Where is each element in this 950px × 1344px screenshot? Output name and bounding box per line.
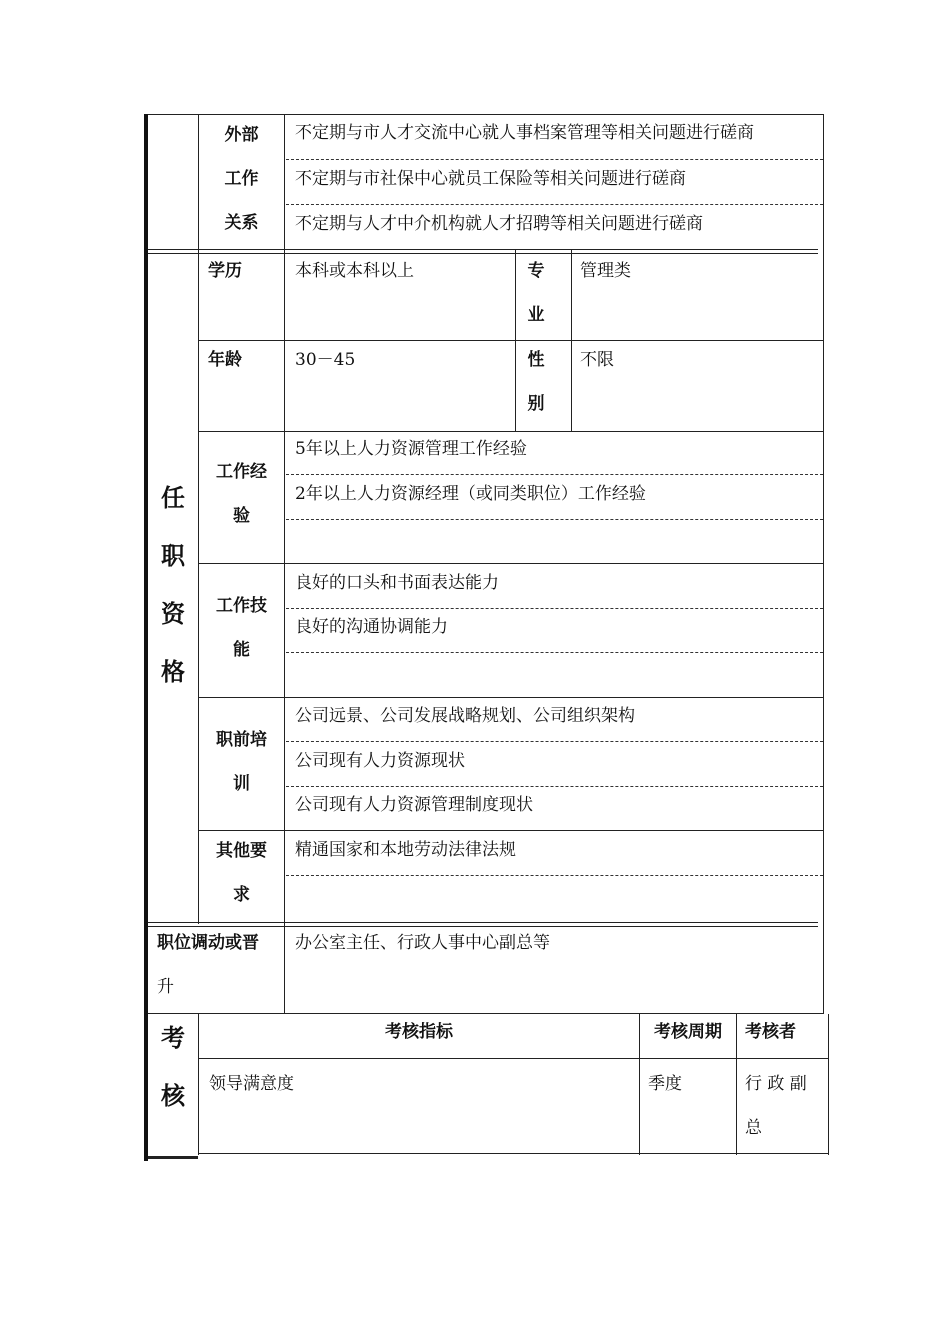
dashed-separator bbox=[286, 519, 823, 520]
dashed-separator bbox=[286, 875, 823, 876]
table-hline bbox=[148, 114, 824, 115]
dashed-separator bbox=[286, 786, 823, 787]
education-label: 学历 bbox=[208, 261, 242, 281]
dashed-separator bbox=[286, 652, 823, 653]
skills-label-line: 能 bbox=[233, 640, 250, 660]
table-vline bbox=[828, 1014, 829, 1155]
table-hline bbox=[198, 830, 823, 831]
skills-item: 良好的沟通协调能力 bbox=[295, 617, 448, 637]
other-label-line: 其他要 bbox=[216, 841, 267, 861]
assessment-assessor-line: 总 bbox=[745, 1118, 762, 1138]
table-hline bbox=[198, 563, 823, 564]
skills-label-line: 工作技 bbox=[216, 596, 267, 616]
education-value: 本科或本科以上 bbox=[295, 261, 414, 281]
dashed-separator bbox=[286, 608, 823, 609]
table-hline bbox=[198, 1058, 829, 1059]
table-vline bbox=[823, 114, 824, 1014]
gender-label-char: 别 bbox=[527, 394, 545, 414]
external-item: 不定期与人才中介机构就人才招聘等相关问题进行磋商 bbox=[295, 214, 703, 234]
dashed-separator bbox=[286, 204, 823, 205]
table-hline bbox=[198, 340, 823, 341]
assessment-label-char: 考 bbox=[161, 1024, 185, 1052]
assessment-indicator: 领导满意度 bbox=[209, 1074, 294, 1094]
qualifications-label-char: 资 bbox=[161, 600, 185, 628]
assessment-header-assessor: 考核者 bbox=[745, 1022, 796, 1042]
dashed-separator bbox=[286, 741, 823, 742]
experience-label-line: 工作经 bbox=[216, 462, 267, 482]
experience-label-line: 验 bbox=[233, 506, 250, 526]
table-hline bbox=[148, 1156, 198, 1159]
experience-item: 5年以上人力资源管理工作经验 bbox=[295, 439, 527, 459]
age-value: 30－45 bbox=[295, 350, 356, 370]
assessment-header-period: 考核周期 bbox=[654, 1022, 722, 1042]
other-item: 精通国家和本地劳动法律法规 bbox=[295, 840, 516, 860]
assessment-header-indicator: 考核指标 bbox=[385, 1022, 453, 1042]
major-label-char: 业 bbox=[527, 305, 545, 325]
skills-item: 良好的口头和书面表达能力 bbox=[295, 573, 499, 593]
assessment-assessor-line: 行 政 副 bbox=[745, 1074, 807, 1094]
table-vline bbox=[571, 250, 572, 432]
dashed-separator bbox=[286, 474, 823, 475]
qualifications-label-char: 格 bbox=[161, 658, 185, 686]
training-item: 公司远景、公司发展战略规划、公司组织架构 bbox=[295, 706, 635, 726]
experience-item: 2年以上人力资源经理（或同类职位）工作经验 bbox=[295, 484, 646, 504]
major-value: 管理类 bbox=[580, 261, 631, 281]
table-hline bbox=[198, 431, 823, 432]
age-label: 年龄 bbox=[208, 350, 242, 370]
qualifications-label-char: 职 bbox=[161, 542, 185, 570]
table-vline bbox=[736, 1014, 737, 1155]
table-hline bbox=[198, 697, 823, 698]
table-hline bbox=[148, 249, 818, 254]
external-label-line: 工作 bbox=[224, 169, 259, 189]
external-item: 不定期与市人才交流中心就人事档案管理等相关问题进行磋商 bbox=[295, 123, 754, 143]
assessment-label-char: 核 bbox=[161, 1082, 185, 1110]
promotion-label-line: 升 bbox=[157, 977, 174, 997]
external-label-line: 关系 bbox=[224, 213, 259, 233]
training-label-line: 训 bbox=[233, 774, 250, 794]
training-item: 公司现有人力资源现状 bbox=[295, 751, 465, 771]
training-label-line: 职前培 bbox=[216, 730, 267, 750]
gender-value: 不限 bbox=[580, 350, 614, 370]
assessment-period: 季度 bbox=[648, 1074, 682, 1094]
table-left-border bbox=[144, 114, 148, 1161]
table-hline bbox=[148, 922, 818, 927]
table-hline bbox=[148, 1013, 824, 1014]
gender-label-char: 性 bbox=[527, 350, 545, 370]
dashed-separator bbox=[286, 159, 823, 160]
external-label-line: 外部 bbox=[224, 125, 259, 145]
training-item: 公司现有人力资源管理制度现状 bbox=[295, 795, 533, 815]
qualifications-label-char: 任 bbox=[161, 484, 185, 512]
external-item: 不定期与市社保中心就员工保险等相关问题进行磋商 bbox=[295, 169, 686, 189]
table-hline bbox=[198, 1153, 829, 1154]
major-label-char: 专 bbox=[527, 261, 545, 281]
promotion-label-line: 职位调动或晋 bbox=[157, 933, 259, 953]
other-label-line: 求 bbox=[233, 885, 250, 905]
promotion-value: 办公室主任、行政人事中心副总等 bbox=[295, 933, 550, 953]
